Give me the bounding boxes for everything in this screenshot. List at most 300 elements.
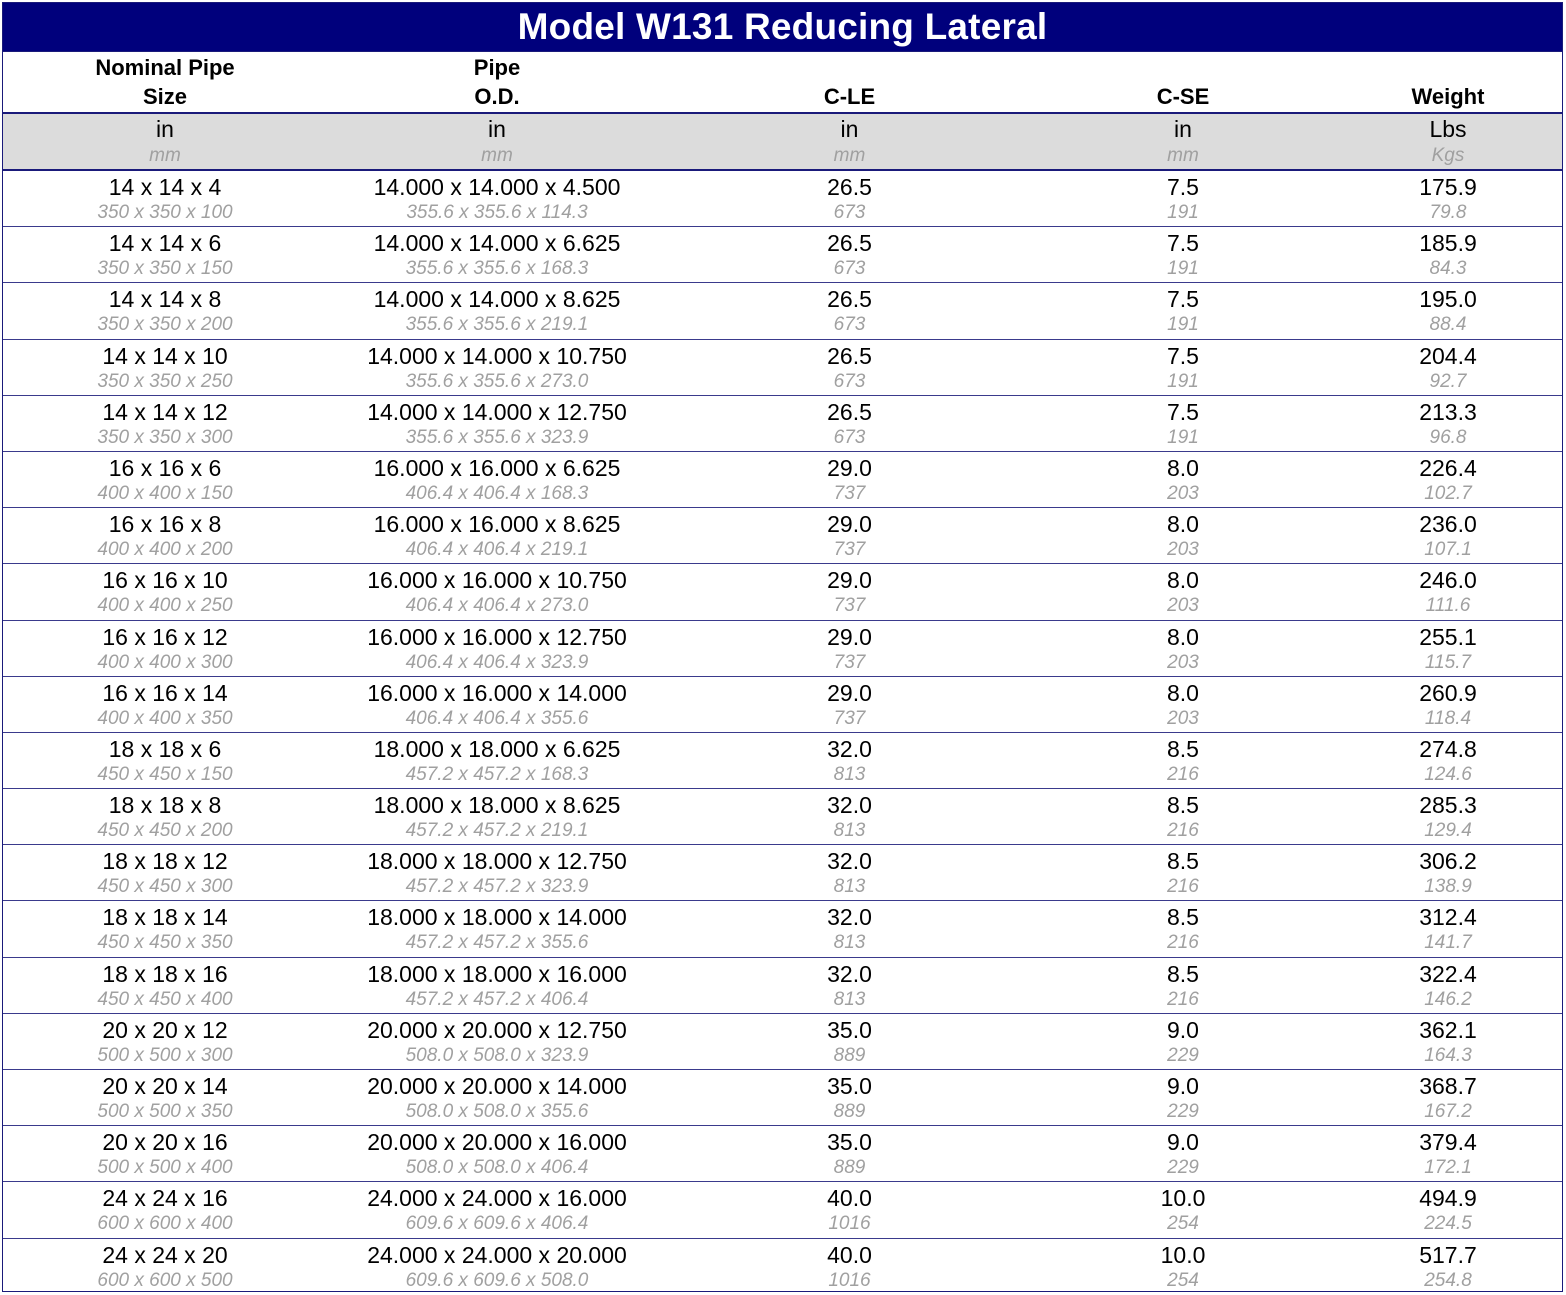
- c-le-cell: [667, 1126, 1032, 1181]
- table-row: [3, 1014, 1562, 1070]
- pipe-od-cell: [327, 621, 667, 676]
- value-metric: 216: [1167, 820, 1199, 842]
- weight-cell: [1334, 227, 1562, 282]
- value-metric: 457.2 x 457.2 x 323.9: [405, 876, 589, 898]
- pipe-od-cell: [327, 452, 667, 507]
- value-metric: 400 x 400 x 250: [97, 595, 233, 617]
- value-imperial: 40.0: [827, 1241, 872, 1268]
- unit-imperial: in: [840, 116, 859, 142]
- value-imperial: 20.000 x 20.000 x 12.750: [367, 1016, 627, 1043]
- spec-table: [2, 2, 1563, 1292]
- value-imperial: 18 x 18 x 6: [108, 735, 222, 762]
- pipe-od-cell: [327, 733, 667, 788]
- value-imperial: 32.0: [827, 904, 872, 931]
- value-imperial: 8.0: [1167, 679, 1199, 706]
- value-imperial: 29.0: [827, 679, 872, 706]
- value-metric: 216: [1167, 763, 1199, 785]
- value-imperial: 9.0: [1167, 1129, 1199, 1156]
- pipe-od-cell: [327, 508, 667, 563]
- value-imperial: 195.0: [1419, 286, 1477, 313]
- value-metric: 673: [833, 370, 866, 392]
- value-imperial: 7.5: [1167, 398, 1199, 425]
- weight-cell: [1334, 901, 1562, 956]
- weight-cell: [1334, 171, 1562, 226]
- value-metric: 813: [833, 876, 866, 898]
- nominal-size-cell: [3, 1126, 327, 1181]
- c-se-cell: [1032, 396, 1334, 451]
- value-imperial: 18 x 18 x 16: [102, 960, 228, 987]
- header-line2: Weight: [1411, 84, 1485, 109]
- c-le-cell: [667, 452, 1032, 507]
- pipe-od-cell: [327, 1014, 667, 1069]
- value-metric: 191: [1167, 426, 1199, 448]
- unit-metric: mm: [481, 145, 513, 166]
- value-metric: 191: [1167, 314, 1199, 336]
- value-imperial: 16.000 x 16.000 x 14.000: [367, 679, 627, 706]
- value-metric: 673: [833, 202, 866, 223]
- value-metric: 229: [1167, 1157, 1199, 1179]
- value-imperial: 10.0: [1160, 1185, 1206, 1212]
- table-row: [3, 340, 1562, 396]
- c-se-cell: [1032, 283, 1334, 338]
- value-imperial: 16.000 x 16.000 x 6.625: [373, 454, 621, 481]
- value-imperial: 16.000 x 16.000 x 10.750: [367, 567, 627, 594]
- header-pipe-od: [327, 52, 667, 112]
- table-row: [3, 677, 1562, 733]
- value-imperial: 7.5: [1167, 230, 1199, 257]
- value-metric: 450 x 450 x 400: [97, 988, 233, 1010]
- c-le-cell: [667, 564, 1032, 619]
- weight-cell: [1334, 1126, 1562, 1181]
- value-metric: 216: [1167, 876, 1199, 898]
- value-metric: 124.6: [1424, 763, 1472, 785]
- table-body: [3, 171, 1562, 1295]
- c-se-cell: [1032, 1070, 1334, 1125]
- nominal-size-cell: [3, 508, 327, 563]
- c-le-cell: [667, 171, 1032, 226]
- c-se-cell: [1032, 1126, 1334, 1181]
- value-metric: 889: [833, 1044, 866, 1066]
- table-row: [3, 789, 1562, 845]
- unit-metric: Kgs: [1431, 145, 1465, 166]
- value-metric: 813: [833, 988, 866, 1010]
- c-le-cell: [667, 1070, 1032, 1125]
- header-line1: Nominal Pipe: [95, 55, 235, 80]
- value-imperial: 8.5: [1167, 848, 1199, 875]
- value-imperial: 24.000 x 24.000 x 20.000: [367, 1241, 627, 1268]
- value-metric: 146.2: [1424, 988, 1472, 1010]
- value-metric: 141.7: [1424, 932, 1472, 954]
- pipe-od-cell: [327, 171, 667, 226]
- c-se-cell: [1032, 340, 1334, 395]
- value-imperial: 285.3: [1419, 792, 1477, 819]
- value-metric: 457.2 x 457.2 x 219.1: [405, 820, 589, 842]
- value-metric: 355.6 x 355.6 x 114.3: [406, 202, 588, 223]
- value-metric: 813: [833, 763, 866, 785]
- value-imperial: 18.000 x 18.000 x 6.625: [373, 735, 621, 762]
- value-imperial: 322.4: [1419, 960, 1477, 987]
- value-imperial: 20 x 20 x 14: [102, 1073, 228, 1099]
- value-metric: 600 x 600 x 400: [97, 1213, 233, 1235]
- value-metric: 203: [1167, 482, 1199, 504]
- c-le-cell: [667, 227, 1032, 282]
- value-imperial: 24 x 24 x 20: [102, 1241, 228, 1268]
- value-metric: 203: [1167, 707, 1199, 729]
- value-imperial: 29.0: [827, 454, 872, 481]
- weight-cell: [1334, 1182, 1562, 1237]
- value-imperial: 29.0: [827, 511, 872, 538]
- pipe-od-cell: [327, 1070, 667, 1125]
- value-metric: 96.8: [1429, 426, 1467, 448]
- value-imperial: 26.5: [827, 230, 872, 257]
- value-imperial: 14.000 x 14.000 x 6.625: [373, 230, 621, 257]
- header-line1: Pipe: [473, 55, 521, 80]
- table-row: [3, 845, 1562, 901]
- c-se-cell: [1032, 452, 1334, 507]
- c-le-cell: [667, 901, 1032, 956]
- value-imperial: 8.0: [1167, 567, 1199, 594]
- value-metric: 254.8: [1424, 1269, 1472, 1291]
- weight-cell: [1334, 845, 1562, 900]
- value-imperial: 18 x 18 x 12: [102, 848, 228, 875]
- c-se-cell: [1032, 901, 1334, 956]
- header-nominal-size: [3, 52, 327, 112]
- c-le-cell: [667, 1239, 1032, 1295]
- value-imperial: 32.0: [827, 848, 872, 875]
- value-metric: 508.0 x 508.0 x 323.9: [405, 1044, 589, 1066]
- c-se-cell: [1032, 564, 1334, 619]
- nominal-size-cell: [3, 1070, 327, 1125]
- value-imperial: 8.5: [1167, 960, 1199, 987]
- value-metric: 406.4 x 406.4 x 168.3: [405, 482, 589, 504]
- value-imperial: 7.5: [1167, 342, 1199, 369]
- value-metric: 111.6: [1425, 595, 1471, 617]
- table-row: [3, 227, 1562, 283]
- value-metric: 737: [833, 651, 866, 673]
- value-imperial: 8.5: [1167, 792, 1199, 819]
- table-row: [3, 171, 1562, 227]
- c-le-cell: [667, 677, 1032, 732]
- unit-cell: [1334, 114, 1562, 169]
- value-imperial: 8.0: [1167, 454, 1199, 481]
- weight-cell: [1334, 508, 1562, 563]
- value-imperial: 29.0: [827, 623, 872, 650]
- nominal-size-cell: [3, 227, 327, 282]
- value-metric: 500 x 500 x 300: [97, 1044, 233, 1066]
- value-metric: 350 x 350 x 100: [97, 202, 233, 223]
- value-metric: 79.8: [1429, 202, 1467, 223]
- weight-cell: [1334, 396, 1562, 451]
- value-imperial: 40.0: [827, 1185, 872, 1212]
- c-le-cell: [667, 340, 1032, 395]
- nominal-size-cell: [3, 1239, 327, 1295]
- header-line2: Size: [142, 84, 188, 109]
- value-metric: 450 x 450 x 150: [97, 763, 233, 785]
- c-le-cell: [667, 508, 1032, 563]
- value-metric: 164.3: [1424, 1044, 1472, 1066]
- value-metric: 457.2 x 457.2 x 355.6: [405, 932, 589, 954]
- pipe-od-cell: [327, 1126, 667, 1181]
- value-imperial: 8.0: [1167, 511, 1199, 538]
- value-metric: 191: [1167, 202, 1199, 223]
- value-metric: 254: [1167, 1269, 1199, 1291]
- nominal-size-cell: [3, 733, 327, 788]
- value-metric: 609.6 x 609.6 x 406.4: [405, 1213, 589, 1235]
- value-imperial: 10.0: [1160, 1241, 1206, 1268]
- value-metric: 406.4 x 406.4 x 323.9: [405, 651, 589, 673]
- value-imperial: 35.0: [827, 1073, 872, 1099]
- value-imperial: 20.000 x 20.000 x 16.000: [367, 1129, 627, 1156]
- value-imperial: 362.1: [1419, 1016, 1477, 1043]
- value-metric: 355.6 x 355.6 x 323.9: [405, 426, 589, 448]
- nominal-size-cell: [3, 340, 327, 395]
- value-metric: 508.0 x 508.0 x 355.6: [405, 1101, 589, 1122]
- value-imperial: 16 x 16 x 6: [108, 454, 222, 481]
- value-imperial: 185.9: [1419, 230, 1477, 257]
- value-imperial: 18.000 x 18.000 x 16.000: [367, 960, 627, 987]
- table-row: [3, 452, 1562, 508]
- value-metric: 115.7: [1424, 651, 1472, 673]
- header-c-se: [1032, 52, 1334, 112]
- table-row: [3, 901, 1562, 957]
- column-headers: [3, 52, 1562, 114]
- nominal-size-cell: [3, 171, 327, 226]
- value-metric: 889: [833, 1101, 866, 1122]
- weight-cell: [1334, 1239, 1562, 1295]
- table-row: [3, 1182, 1562, 1238]
- c-se-cell: [1032, 1239, 1334, 1295]
- nominal-size-cell: [3, 283, 327, 338]
- value-imperial: 7.5: [1167, 174, 1199, 200]
- weight-cell: [1334, 452, 1562, 507]
- value-metric: 813: [833, 932, 866, 954]
- pipe-od-cell: [327, 1182, 667, 1237]
- value-imperial: 35.0: [827, 1129, 872, 1156]
- value-metric: 450 x 450 x 350: [97, 932, 233, 954]
- value-imperial: 18.000 x 18.000 x 12.750: [367, 848, 627, 875]
- value-imperial: 246.0: [1419, 567, 1477, 594]
- value-metric: 673: [833, 426, 866, 448]
- header-line2: C-LE: [823, 84, 876, 109]
- value-imperial: 32.0: [827, 792, 872, 819]
- value-imperial: 312.4: [1419, 904, 1477, 931]
- value-metric: 191: [1167, 370, 1199, 392]
- value-metric: 1016: [828, 1269, 871, 1291]
- table-row: [3, 958, 1562, 1014]
- value-imperial: 14 x 14 x 12: [102, 398, 228, 425]
- value-imperial: 18.000 x 18.000 x 14.000: [367, 904, 627, 931]
- value-metric: 350 x 350 x 300: [97, 426, 233, 448]
- value-metric: 254: [1167, 1213, 1199, 1235]
- value-metric: 406.4 x 406.4 x 273.0: [405, 595, 589, 617]
- c-le-cell: [667, 789, 1032, 844]
- value-imperial: 24.000 x 24.000 x 16.000: [367, 1185, 627, 1212]
- value-imperial: 236.0: [1419, 511, 1477, 538]
- c-se-cell: [1032, 227, 1334, 282]
- unit-cell: [1032, 114, 1334, 169]
- weight-cell: [1334, 283, 1562, 338]
- value-metric: 609.6 x 609.6 x 508.0: [405, 1269, 589, 1291]
- nominal-size-cell: [3, 789, 327, 844]
- nominal-size-cell: [3, 396, 327, 451]
- value-metric: 229: [1167, 1044, 1199, 1066]
- unit-cell: [3, 114, 327, 169]
- weight-cell: [1334, 789, 1562, 844]
- pipe-od-cell: [327, 227, 667, 282]
- table-row: [3, 396, 1562, 452]
- value-metric: 737: [833, 539, 866, 561]
- pipe-od-cell: [327, 901, 667, 956]
- c-se-cell: [1032, 621, 1334, 676]
- c-se-cell: [1032, 1182, 1334, 1237]
- value-imperial: 16 x 16 x 8: [108, 511, 222, 538]
- pipe-od-cell: [327, 283, 667, 338]
- value-metric: 400 x 400 x 150: [97, 482, 233, 504]
- pipe-od-cell: [327, 958, 667, 1013]
- value-imperial: 204.4: [1419, 342, 1477, 369]
- value-imperial: 213.3: [1419, 398, 1477, 425]
- value-imperial: 14 x 14 x 10: [102, 342, 228, 369]
- value-metric: 600 x 600 x 500: [97, 1269, 233, 1291]
- value-metric: 216: [1167, 932, 1199, 954]
- value-imperial: 274.8: [1419, 735, 1477, 762]
- value-imperial: 26.5: [827, 174, 872, 200]
- value-metric: 500 x 500 x 350: [97, 1101, 233, 1122]
- value-imperial: 260.9: [1419, 679, 1477, 706]
- value-imperial: 226.4: [1419, 454, 1477, 481]
- value-imperial: 20 x 20 x 16: [102, 1129, 228, 1156]
- value-metric: 400 x 400 x 350: [97, 707, 233, 729]
- header-line2: O.D.: [474, 84, 520, 109]
- units-row: [3, 114, 1562, 171]
- value-imperial: 35.0: [827, 1016, 872, 1043]
- value-imperial: 255.1: [1419, 623, 1477, 650]
- value-imperial: 16 x 16 x 12: [102, 623, 228, 650]
- value-metric: 92.7: [1429, 370, 1467, 392]
- value-metric: 102.7: [1424, 482, 1472, 504]
- value-imperial: 494.9: [1419, 1185, 1477, 1212]
- value-metric: 737: [833, 482, 866, 504]
- value-metric: 224.5: [1424, 1213, 1472, 1235]
- value-imperial: 18 x 18 x 8: [108, 792, 222, 819]
- c-le-cell: [667, 1014, 1032, 1069]
- value-metric: 737: [833, 595, 866, 617]
- nominal-size-cell: [3, 621, 327, 676]
- table-row: [3, 283, 1562, 339]
- pipe-od-cell: [327, 564, 667, 619]
- value-imperial: 8.5: [1167, 735, 1199, 762]
- c-se-cell: [1032, 845, 1334, 900]
- value-imperial: 9.0: [1167, 1016, 1199, 1043]
- header-weight: [1334, 52, 1562, 112]
- value-metric: 350 x 350 x 250: [97, 370, 233, 392]
- value-metric: 203: [1167, 651, 1199, 673]
- table-title: Model W131 Reducing Lateral: [3, 3, 1562, 52]
- unit-imperial: in: [488, 116, 506, 142]
- value-imperial: 32.0: [827, 960, 872, 987]
- value-imperial: 26.5: [827, 342, 872, 369]
- c-le-cell: [667, 621, 1032, 676]
- table-row: [3, 508, 1562, 564]
- value-imperial: 16.000 x 16.000 x 12.750: [367, 623, 627, 650]
- value-imperial: 379.4: [1419, 1129, 1477, 1156]
- value-metric: 216: [1167, 988, 1199, 1010]
- table-row: [3, 1070, 1562, 1126]
- value-metric: 203: [1167, 595, 1199, 617]
- value-imperial: 14 x 14 x 6: [108, 230, 222, 257]
- value-imperial: 16 x 16 x 14: [102, 679, 228, 706]
- value-imperial: 517.7: [1419, 1241, 1477, 1268]
- table-row: [3, 733, 1562, 789]
- nominal-size-cell: [3, 564, 327, 619]
- value-metric: 191: [1167, 258, 1199, 280]
- unit-metric: mm: [833, 145, 866, 166]
- value-metric: 450 x 450 x 200: [97, 820, 233, 842]
- pipe-od-cell: [327, 396, 667, 451]
- c-le-cell: [667, 958, 1032, 1013]
- c-le-cell: [667, 845, 1032, 900]
- value-imperial: 14.000 x 14.000 x 10.750: [367, 342, 627, 369]
- value-metric: 889: [833, 1157, 866, 1179]
- c-le-cell: [667, 733, 1032, 788]
- value-metric: 813: [833, 820, 866, 842]
- value-imperial: 16 x 16 x 10: [102, 567, 228, 594]
- unit-imperial: in: [1174, 116, 1192, 142]
- weight-cell: [1334, 340, 1562, 395]
- weight-cell: [1334, 733, 1562, 788]
- value-imperial: 20 x 20 x 12: [102, 1016, 228, 1043]
- pipe-od-cell: [327, 789, 667, 844]
- nominal-size-cell: [3, 901, 327, 956]
- value-metric: 138.9: [1424, 876, 1472, 898]
- c-se-cell: [1032, 733, 1334, 788]
- value-metric: 673: [833, 314, 866, 336]
- c-se-cell: [1032, 1014, 1334, 1069]
- value-imperial: 18.000 x 18.000 x 8.625: [373, 792, 621, 819]
- value-imperial: 7.5: [1167, 286, 1199, 313]
- value-metric: 355.6 x 355.6 x 168.3: [405, 258, 589, 280]
- unit-imperial: in: [156, 116, 174, 142]
- value-imperial: 16.000 x 16.000 x 8.625: [373, 511, 621, 538]
- pipe-od-cell: [327, 1239, 667, 1295]
- c-se-cell: [1032, 508, 1334, 563]
- value-metric: 400 x 400 x 300: [97, 651, 233, 673]
- value-metric: 1016: [828, 1213, 871, 1235]
- value-imperial: 26.5: [827, 398, 872, 425]
- value-metric: 457.2 x 457.2 x 406.4: [405, 988, 589, 1010]
- value-metric: 406.4 x 406.4 x 355.6: [405, 707, 589, 729]
- value-metric: 500 x 500 x 400: [97, 1157, 233, 1179]
- value-metric: 737: [833, 707, 866, 729]
- value-metric: 355.6 x 355.6 x 219.1: [405, 314, 589, 336]
- nominal-size-cell: [3, 1014, 327, 1069]
- value-imperial: 20.000 x 20.000 x 14.000: [367, 1073, 627, 1099]
- value-imperial: 26.5: [827, 286, 872, 313]
- nominal-size-cell: [3, 677, 327, 732]
- value-imperial: 14 x 14 x 8: [108, 286, 222, 313]
- value-imperial: 368.7: [1419, 1073, 1477, 1099]
- header-line2: C-SE: [1156, 84, 1210, 109]
- nominal-size-cell: [3, 958, 327, 1013]
- table-row: [3, 1239, 1562, 1295]
- c-se-cell: [1032, 677, 1334, 732]
- nominal-size-cell: [3, 452, 327, 507]
- value-metric: 355.6 x 355.6 x 273.0: [405, 370, 589, 392]
- value-metric: 350 x 350 x 200: [97, 314, 233, 336]
- weight-cell: [1334, 677, 1562, 732]
- nominal-size-cell: [3, 1182, 327, 1237]
- c-le-cell: [667, 283, 1032, 338]
